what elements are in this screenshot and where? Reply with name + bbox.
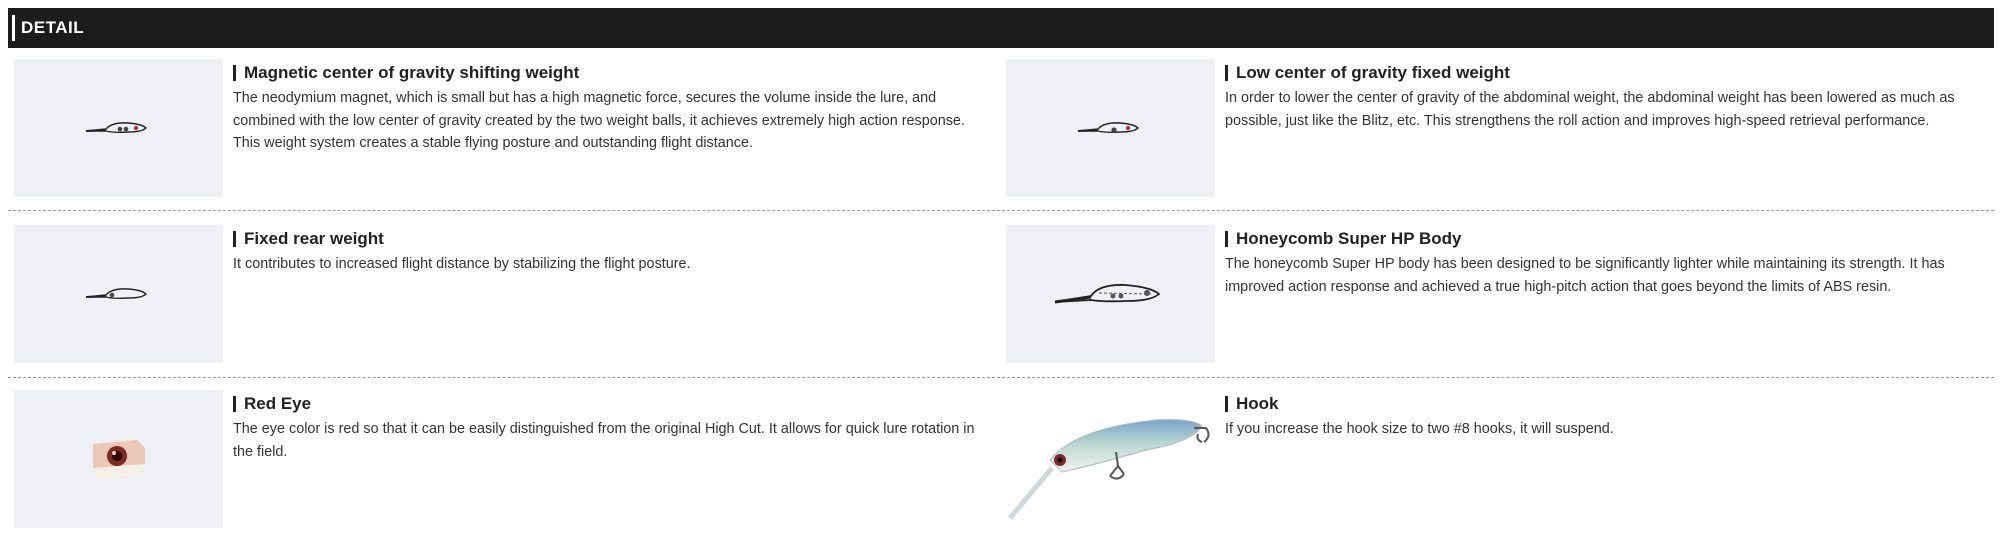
lure-xray-image [1006, 225, 1215, 363]
detail-item-rear-weight [14, 225, 984, 365]
item-title: Red Eye [233, 392, 984, 416]
red-eye-image [14, 390, 223, 528]
row-divider [8, 210, 1994, 211]
item-description: The neodymium magnet, which is small but has a high magnetic force, secures the volume inside the lure, and combined with the low center of gravity created by the two weight balls, it achieves extremely high action response. This weight system creates a stable flying posture and outstanding flight distance. [233, 90, 965, 151]
item-description: In order to lower the center of gravity of the abdominal weight, the abdominal weight has been lowered as much as possible, just like the Blitz, etc. This strengthens the roll action and improves high-speed retrieval performance. [1225, 90, 1955, 129]
detail-item-hook [1006, 390, 1991, 530]
item-title: Honeycomb Super HP Body [1225, 227, 1991, 251]
item-title: Hook [1225, 392, 1991, 416]
detail-item-magnetic-weight [14, 59, 984, 199]
detail-item-low-center-weight [1006, 59, 1991, 199]
item-title: Magnetic center of gravity shifting weight [233, 61, 984, 85]
item-description: The honeycomb Super HP body has been designed to be significantly lighter while maintaining its strength. It has improved action response and achieved a true high-pitch action that goes beyond the limits of ABS resin. [1225, 256, 1945, 295]
detail-item-honeycomb-body [1006, 225, 1991, 365]
detail-item-red-eye [14, 390, 984, 530]
detail-row [0, 225, 2000, 365]
lure-xray-image [1006, 59, 1215, 197]
item-description: It contributes to increased flight distance by stabilizing the flight posture. [233, 256, 691, 272]
lure-with-hooks-image [1006, 390, 1215, 528]
item-title: Fixed rear weight [233, 227, 984, 251]
section-header [8, 8, 1994, 48]
header-accent-bar [12, 15, 15, 41]
item-description: If you increase the hook size to two #8 hooks, it will suspend. [1225, 421, 1614, 437]
lure-xray-image [14, 225, 223, 363]
row-divider [8, 377, 1994, 378]
detail-row [0, 59, 2000, 199]
detail-row [0, 390, 2000, 530]
lure-xray-image [14, 59, 223, 197]
section-title: DETAIL [21, 18, 85, 37]
item-description: The eye color is red so that it can be easily distinguished from the original High Cut. It allows for quick lure rotation in the field. [233, 421, 975, 460]
item-title: Low center of gravity fixed weight [1225, 61, 1991, 85]
